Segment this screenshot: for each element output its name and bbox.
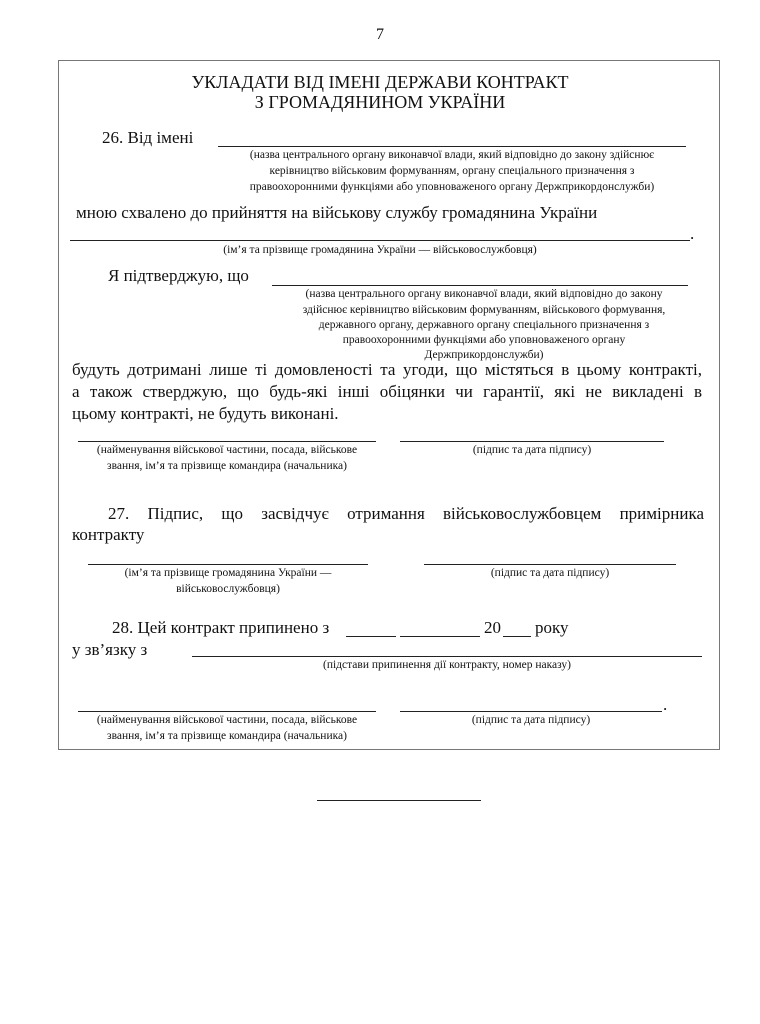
s26-authority-note-2: керівництво військовим формуванням, органу спеціального призначення з [269,165,635,177]
s28-commander-note-1: (найменування військової частини, посада, військове [96,714,358,726]
s27-citizen-note-2: військовослужбовця) [176,583,280,595]
s27-text-2: контракту [72,525,145,544]
s26-citizen-name-line[interactable] [70,240,690,241]
s28-year-prefix: 20 [484,618,501,637]
s27-signature-note: (підпис та дата підпису) [490,567,610,579]
s26-period: . [690,224,695,243]
confirm-note-5: Держприкордонслужби) [424,349,544,361]
s26-approved-text: мною схвалено до прийняття на військову службу громадянина України [76,203,598,222]
confirm-note-4: правоохоронними функціями або уповноваженого органу [342,334,626,346]
page-number: 7 [376,26,384,43]
confirm-text-1: будуть дотримані лише ті домовленості та угоди, що містяться в цьому контракті, [72,360,702,379]
s28-day-line[interactable] [346,636,396,637]
s27-text-1: 27. Підпис, що засвідчує отримання військовослужбовцем примірника [108,504,704,523]
s28-reason-note: (підстави припинення дії контракту, номер наказу) [322,659,571,671]
confirm-note-3: державного органу, державного органу спеціального призначення з [318,319,650,331]
section-title-line2: З ГРОМАДЯНИНОМ УКРАЇНИ [254,92,506,112]
s28-month-line[interactable] [400,636,480,637]
s28-period: . [663,695,668,714]
s28-signature-note: (підпис та дата підпису) [471,714,591,726]
s26-citizen-note: (ім’я та прізвище громадянина України — військовослужбовця) [223,244,537,256]
s28-reason-label: у зв’язку з [72,640,148,659]
confirm-text-3: цьому контракті, не будуть виконані. [72,404,339,423]
confirm-label: Я підтверджую, що [108,266,249,285]
confirm-note-1: (назва центрального органу виконавчої влади, який відповідно до закону [305,288,663,300]
confirm-signature-note: (підпис та дата підпису) [472,444,592,456]
confirm-note-2: здійснює керівництво військовим формуванням, військового формування, [302,304,666,316]
s28-label: 28. Цей контракт припинено з [112,618,330,637]
section-title-line1: УКЛАДАТИ ВІД ІМЕНІ ДЕРЖАВИ КОНТРАКТ [191,72,569,92]
confirm-commander-note-2: звання, ім’я та прізвище командира (начальника) [107,460,347,472]
s26-label: 26. Від імені [102,128,194,147]
s26-authority-note-3: правоохоронними функціями або уповноваженого органу Держприкордонслужби) [249,181,655,193]
s27-citizen-note-1: (ім’я та прізвище громадянина України — [124,567,332,579]
confirm-text-2: а також стверджую, що будь-які інші обіцянки чи гарантії, які не викладені в [72,382,702,401]
s28-year-line[interactable] [503,636,531,637]
end-rule [317,800,481,801]
s26-authority-note-1: (назва центрального органу виконавчої влади, який відповідно до закону здійснює [249,149,655,161]
confirm-commander-note-1: (найменування військової частини, посада, військове [96,444,358,456]
s28-commander-note-2: звання, ім’я та прізвище командира (начальника) [107,730,347,742]
s28-year-suffix: року [535,618,569,637]
